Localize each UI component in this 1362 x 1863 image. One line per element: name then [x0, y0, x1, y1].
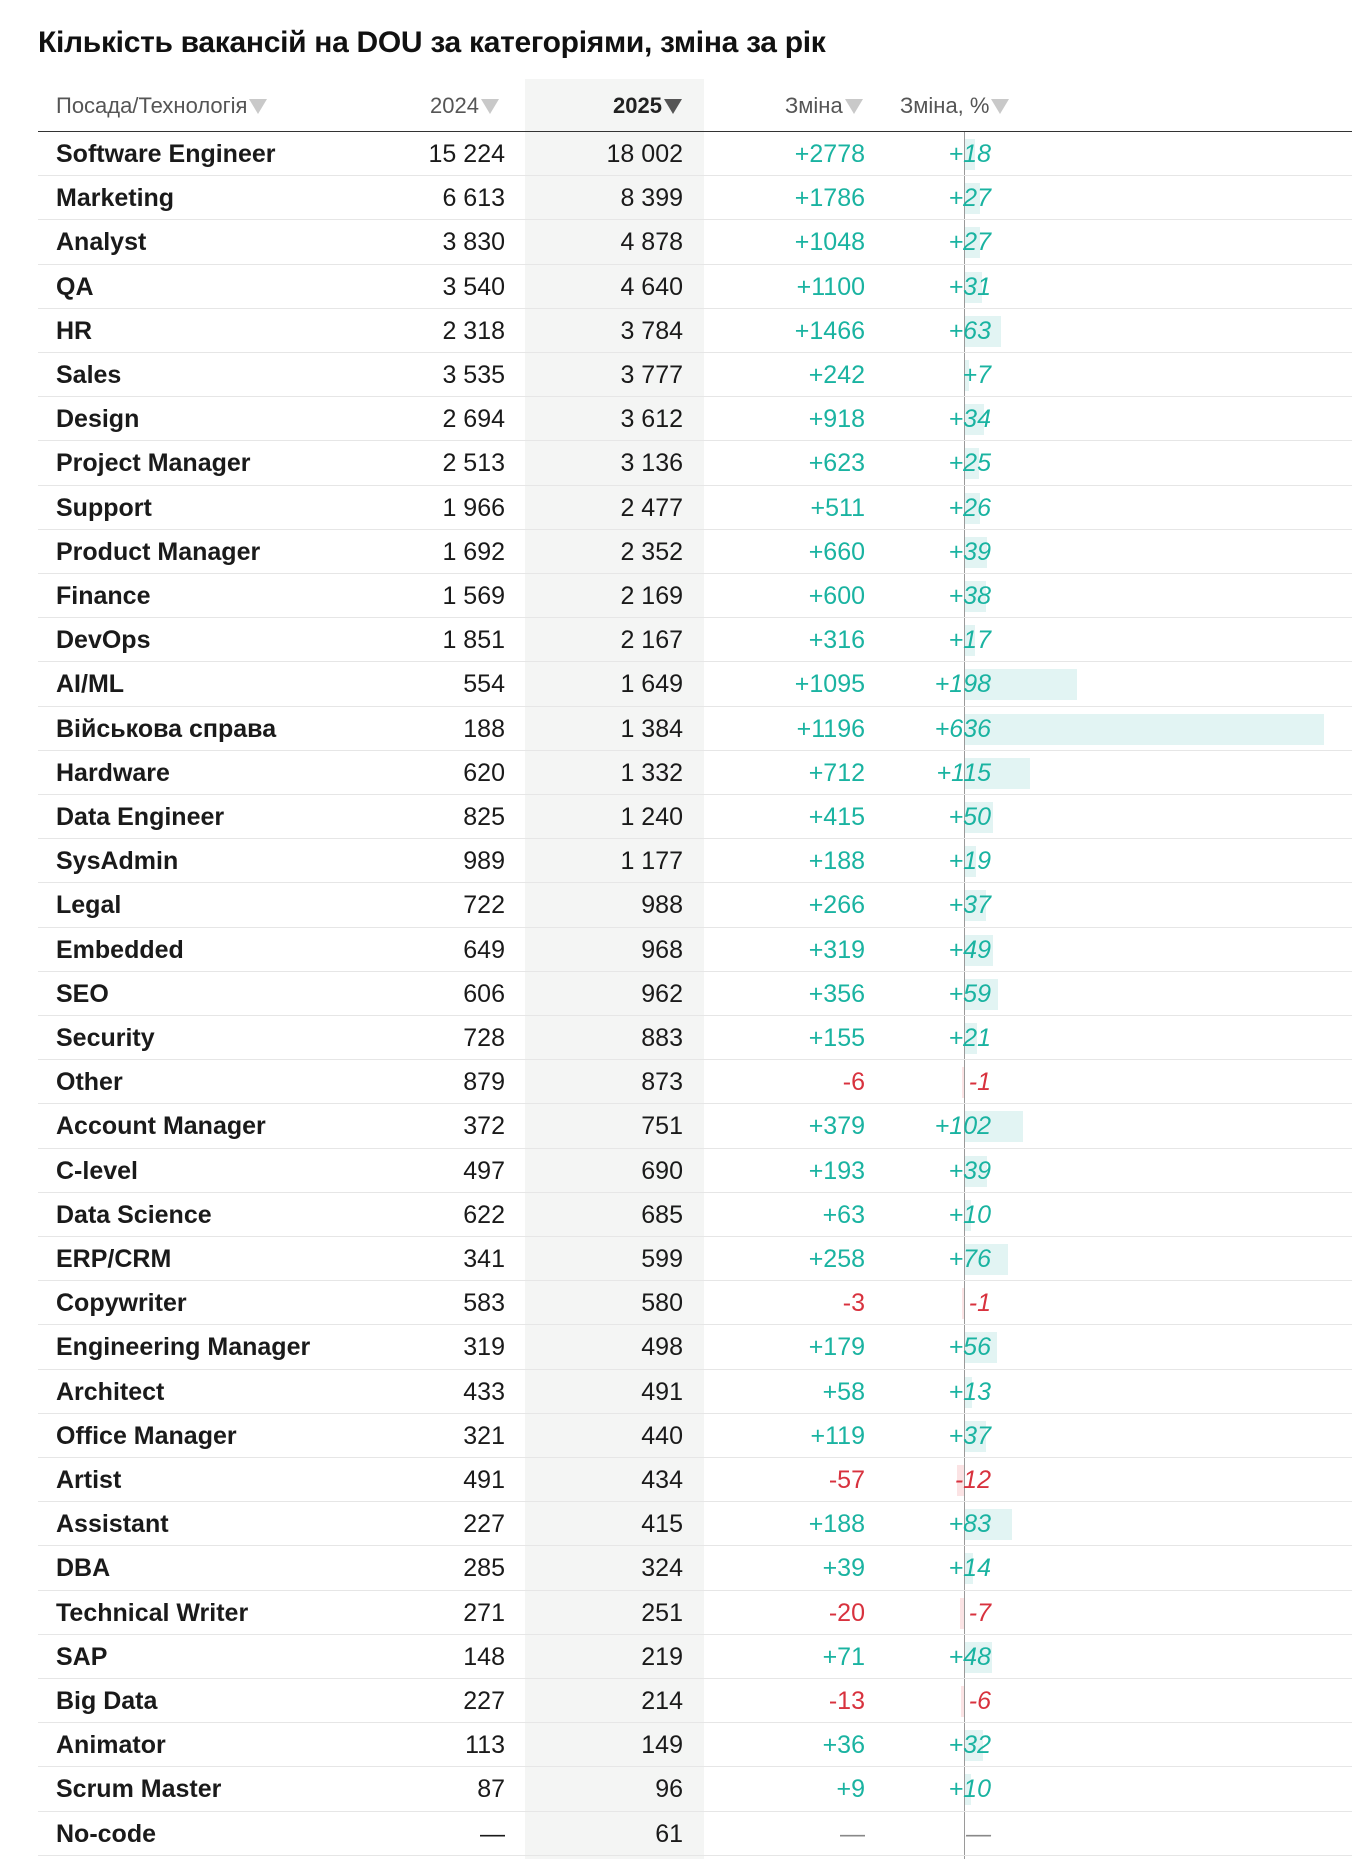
row-name: DBA: [56, 1554, 111, 1583]
row-value-2025: 434: [641, 1466, 683, 1494]
row-name: SysAdmin: [56, 847, 179, 876]
row-name: Project Manager: [56, 449, 251, 478]
row-change-pct: +7: [962, 361, 991, 389]
row-value-2024: 3 830: [442, 228, 505, 257]
row-change-pct: +50: [948, 803, 991, 831]
row-change-pct: +19: [948, 847, 991, 876]
table-row: [38, 1635, 1352, 1679]
row-value-2024: 227: [463, 1510, 505, 1539]
row-value-2024: 649: [463, 935, 505, 964]
row-change-pct: -1: [968, 1068, 991, 1097]
row-value-2024: 728: [463, 1024, 505, 1052]
row-value-2025: 3 136: [620, 449, 683, 478]
row-change-pct: +102: [934, 1112, 991, 1141]
row-value-2024: 319: [463, 1333, 505, 1362]
row-change: +119: [810, 1421, 865, 1450]
table-row: [38, 530, 1352, 574]
sort-triangle-icon: [991, 99, 1009, 114]
row-value-2025: 1 240: [620, 803, 683, 831]
row-value-2025: 599: [641, 1245, 683, 1273]
table-row: [38, 751, 1352, 795]
row-change: +316: [808, 626, 865, 655]
row-name: Support: [56, 493, 152, 522]
header-change-pct[interactable]: [900, 93, 1009, 119]
row-value-2024: 113: [465, 1731, 505, 1760]
row-name: Architect: [56, 1377, 165, 1406]
row-name: Big Data: [56, 1687, 158, 1715]
table-row: [38, 1281, 1352, 1325]
row-value-2025: 18 002: [606, 140, 683, 168]
row-name: Hardware: [56, 758, 170, 787]
row-change-pct: +18: [948, 140, 991, 168]
row-value-2024: 491: [463, 1466, 505, 1494]
row-change-pct: +37: [948, 891, 991, 920]
row-value-2024: 227: [463, 1687, 505, 1715]
header-change-label: Зміна: [785, 93, 843, 118]
table-row: [38, 441, 1352, 485]
row-name: Technical Writer: [56, 1598, 249, 1627]
row-name: Marketing: [56, 184, 175, 213]
row-change-pct: +636: [934, 714, 991, 743]
row-name: Engineering Manager: [56, 1333, 311, 1362]
table-row: [38, 1767, 1352, 1811]
row-name: Finance: [56, 582, 151, 610]
row-change: +36: [822, 1731, 865, 1760]
row-change-pct: +14: [948, 1554, 991, 1583]
row-change: +623: [808, 449, 865, 478]
table-row: [38, 1812, 1352, 1856]
row-name: AI/ML: [56, 670, 125, 699]
table-row: [38, 574, 1352, 618]
table-row: [38, 1060, 1352, 1104]
table-row: [38, 1325, 1352, 1369]
row-change: -20: [828, 1598, 865, 1627]
row-change-pct: —: [966, 1819, 991, 1848]
header-position-label: Посада/Технологія: [56, 93, 248, 118]
row-value-2024: —: [480, 1819, 505, 1848]
header-2025-label: 2025: [613, 93, 662, 118]
table-row: [38, 353, 1352, 397]
row-value-2025: 4 640: [620, 272, 683, 301]
row-value-2025: 3 612: [620, 405, 683, 434]
row-value-2024: 285: [463, 1554, 505, 1583]
header-change-pct-label: Зміна, %: [900, 93, 990, 118]
row-value-2024: 341: [463, 1245, 505, 1273]
row-change: +242: [808, 361, 865, 389]
row-value-2025: 2 167: [620, 626, 683, 655]
row-value-2025: 440: [641, 1421, 683, 1450]
table-row: [38, 1149, 1352, 1193]
row-change-pct: +27: [948, 184, 991, 213]
row-change: -6: [842, 1068, 865, 1097]
row-change: +1048: [794, 228, 865, 257]
row-value-2024: 1 569: [442, 582, 505, 610]
table-row: [38, 662, 1352, 706]
row-value-2024: 3 540: [442, 272, 505, 301]
row-value-2025: 580: [641, 1289, 683, 1318]
row-value-2024: 433: [463, 1377, 505, 1406]
row-value-2025: 690: [641, 1156, 683, 1185]
row-change-pct: +17: [948, 626, 991, 655]
table-header: [38, 79, 1352, 132]
row-value-2024: 6 613: [442, 184, 505, 213]
table-row: [38, 883, 1352, 927]
row-change: +155: [808, 1024, 865, 1052]
sort-triangle-icon: [249, 99, 267, 114]
row-value-2024: 825: [463, 803, 505, 831]
row-name: DevOps: [56, 626, 151, 655]
row-change: +9: [836, 1775, 865, 1804]
table-row: [38, 1679, 1352, 1723]
row-change: +258: [808, 1245, 865, 1273]
row-change: +63: [822, 1200, 865, 1229]
row-name: Copywriter: [56, 1289, 187, 1318]
row-change: +1095: [794, 670, 865, 699]
row-change-pct: +83: [948, 1510, 991, 1539]
row-change-pct: +39: [948, 1156, 991, 1185]
row-change-pct: +59: [948, 979, 991, 1008]
row-value-2024: 1 966: [442, 493, 505, 522]
row-change: -57: [828, 1466, 865, 1494]
row-name: Data Science: [56, 1200, 212, 1229]
row-value-2024: 606: [463, 979, 505, 1008]
row-name: HR: [56, 316, 93, 345]
sort-triangle-icon: [481, 99, 499, 114]
row-change-pct: +49: [948, 935, 991, 964]
row-name: Sales: [56, 361, 122, 389]
row-change-pct: +10: [948, 1775, 991, 1804]
row-change: +415: [808, 803, 865, 831]
table-row: [38, 265, 1352, 309]
row-change-pct: +115: [936, 758, 991, 787]
row-value-2025: 4 878: [620, 228, 683, 257]
row-change: +179: [808, 1333, 865, 1362]
row-value-2025: 8 399: [620, 184, 683, 213]
row-name: Office Manager: [56, 1421, 237, 1450]
row-value-2024: 1 851: [442, 626, 505, 655]
table-row: [38, 220, 1352, 264]
row-name: No-code: [56, 1819, 156, 1848]
row-change-pct: +56: [948, 1333, 991, 1362]
row-value-2025: 751: [641, 1112, 683, 1141]
row-change-pct: +32: [948, 1731, 991, 1760]
row-value-2024: 583: [463, 1289, 505, 1318]
row-change-pct: +34: [948, 405, 991, 434]
row-value-2025: 1 649: [620, 670, 683, 699]
table-row: [38, 1546, 1352, 1590]
row-name: SEO: [56, 979, 109, 1008]
row-value-2025: 1 177: [620, 847, 683, 876]
row-value-2025: 214: [641, 1687, 683, 1715]
row-change: —: [840, 1819, 865, 1848]
row-name: Legal: [56, 891, 122, 920]
table-row: [38, 1237, 1352, 1281]
row-change: +1466: [794, 316, 865, 345]
row-value-2025: 415: [641, 1510, 683, 1539]
row-change: +511: [810, 493, 865, 522]
row-name: Assistant: [56, 1510, 169, 1539]
table-row: [38, 1016, 1352, 1060]
table-row: [38, 1104, 1352, 1148]
table-row: [38, 1414, 1352, 1458]
row-change: +712: [808, 758, 865, 787]
row-change: +600: [808, 582, 865, 610]
row-value-2025: 968: [641, 935, 683, 964]
row-value-2024: 2 513: [442, 449, 505, 478]
sort-triangle-active-icon: [664, 99, 682, 114]
row-change: +188: [808, 847, 865, 876]
row-name: Analyst: [56, 228, 147, 257]
row-change-pct: +25: [948, 449, 991, 478]
row-change: +193: [808, 1156, 865, 1185]
row-value-2025: 251: [641, 1598, 683, 1627]
row-change: +2778: [794, 140, 865, 168]
header-change[interactable]: [785, 93, 863, 119]
table-row: [38, 928, 1352, 972]
row-value-2025: 3 777: [620, 361, 683, 389]
row-value-2025: 149: [641, 1731, 683, 1760]
row-change-pct: +38: [948, 582, 991, 610]
row-change-pct: +76: [948, 1245, 991, 1273]
row-value-2025: 2 352: [620, 537, 683, 566]
row-value-2024: 620: [463, 758, 505, 787]
row-value-2024: 271: [463, 1598, 505, 1627]
header-2024[interactable]: [430, 93, 499, 119]
row-change-pct: +21: [948, 1024, 991, 1052]
row-change-pct: +31: [948, 272, 991, 301]
row-value-2024: 372: [463, 1112, 505, 1141]
row-name: C-level: [56, 1156, 138, 1185]
row-name: Product Manager: [56, 537, 261, 566]
sort-triangle-icon: [845, 99, 863, 114]
table-row: [38, 309, 1352, 353]
row-value-2024: 148: [463, 1642, 505, 1671]
row-name: Design: [56, 405, 140, 434]
row-value-2024: 879: [463, 1068, 505, 1097]
row-value-2025: 685: [641, 1200, 683, 1229]
row-name: QA: [56, 272, 94, 301]
change-pct-bar: [965, 714, 1324, 745]
row-change: +71: [822, 1642, 865, 1671]
table-row: [38, 972, 1352, 1016]
row-name: Software Engineer: [56, 140, 276, 168]
row-change-pct: +198: [934, 670, 991, 699]
row-value-2024: 87: [477, 1775, 505, 1804]
table-row: [38, 1723, 1352, 1767]
row-value-2025: 96: [655, 1775, 683, 1804]
row-name: Artist: [56, 1466, 122, 1494]
row-name: Account Manager: [56, 1112, 266, 1141]
header-2024-label: 2024: [430, 93, 479, 118]
row-value-2025: 324: [641, 1554, 683, 1583]
row-change-pct: +10: [948, 1200, 991, 1229]
row-value-2024: 3 535: [442, 361, 505, 389]
row-value-2025: 1 332: [620, 758, 683, 787]
row-change-pct: +63: [948, 316, 991, 345]
table-row: [38, 486, 1352, 530]
row-name: Animator: [56, 1731, 166, 1760]
table-row: [38, 1370, 1352, 1414]
row-change-pct: -12: [954, 1466, 991, 1494]
row-value-2025: 2 477: [620, 493, 683, 522]
row-name: Other: [56, 1068, 123, 1097]
row-value-2025: 61: [655, 1819, 683, 1848]
row-change: +1196: [796, 714, 865, 743]
row-change: -13: [828, 1687, 865, 1715]
row-value-2025: 883: [641, 1024, 683, 1052]
row-change-pct: +27: [948, 228, 991, 257]
row-change: +188: [808, 1510, 865, 1539]
table-row: [38, 795, 1352, 839]
header-position[interactable]: [56, 93, 267, 119]
row-change-pct: -7: [968, 1598, 991, 1627]
row-name: ERP/CRM: [56, 1245, 172, 1273]
row-value-2025: 873: [641, 1068, 683, 1097]
row-change: +58: [822, 1377, 865, 1406]
row-change-pct: +37: [948, 1421, 991, 1450]
row-change: +266: [808, 891, 865, 920]
table-row: [38, 1193, 1352, 1237]
row-value-2024: 1 692: [442, 537, 505, 566]
row-name: Data Engineer: [56, 803, 225, 831]
table-row: [38, 176, 1352, 220]
row-change: +660: [808, 537, 865, 566]
row-name: Embedded: [56, 935, 184, 964]
table-row: [38, 618, 1352, 662]
row-change-pct: +13: [948, 1377, 991, 1406]
row-value-2024: 497: [463, 1156, 505, 1185]
row-change: +918: [808, 405, 865, 434]
page-title: Кількість вакансій на DOU за категоріями, зміна за рік: [38, 26, 826, 59]
row-value-2025: 962: [641, 979, 683, 1008]
row-value-2024: 188: [463, 714, 505, 743]
table-row: [38, 1591, 1352, 1635]
row-value-2025: 2 169: [620, 582, 683, 610]
row-name: SAP: [56, 1642, 108, 1671]
row-value-2025: 3 784: [620, 316, 683, 345]
row-name: Scrum Master: [56, 1775, 222, 1804]
row-change-pct: +26: [948, 493, 991, 522]
row-change: +356: [808, 979, 865, 1008]
table-row: [38, 132, 1352, 176]
row-value-2025: 498: [641, 1333, 683, 1362]
row-name: Військова справа: [56, 714, 277, 743]
table-row: [38, 1458, 1352, 1502]
row-value-2024: 622: [463, 1200, 505, 1229]
table-row: [38, 839, 1352, 883]
row-value-2024: 2 318: [442, 316, 505, 345]
row-change-pct: +48: [948, 1642, 991, 1671]
table-row: [38, 397, 1352, 441]
row-value-2024: 321: [463, 1421, 505, 1450]
header-2025[interactable]: [613, 93, 682, 119]
row-value-2024: 989: [463, 847, 505, 876]
row-value-2025: 219: [641, 1642, 683, 1671]
row-value-2025: 491: [641, 1377, 683, 1406]
row-change-pct: -1: [968, 1289, 991, 1318]
row-change: +39: [822, 1554, 865, 1583]
row-value-2025: 1 384: [620, 714, 683, 743]
row-change: -3: [842, 1289, 865, 1318]
row-value-2024: 15 224: [428, 140, 505, 168]
row-name: Security: [56, 1024, 155, 1052]
row-value-2024: 554: [463, 670, 505, 699]
row-change: +379: [808, 1112, 865, 1141]
row-change-pct: +39: [948, 537, 991, 566]
row-value-2024: 722: [463, 891, 505, 920]
row-change: +1786: [794, 184, 865, 213]
table-row: [38, 1502, 1352, 1546]
row-value-2024: 2 694: [442, 405, 505, 434]
row-change-pct: -6: [968, 1687, 991, 1715]
table-row: [38, 707, 1352, 751]
row-change: +319: [808, 935, 865, 964]
row-value-2025: 988: [641, 891, 683, 920]
row-change: +1100: [796, 272, 865, 301]
